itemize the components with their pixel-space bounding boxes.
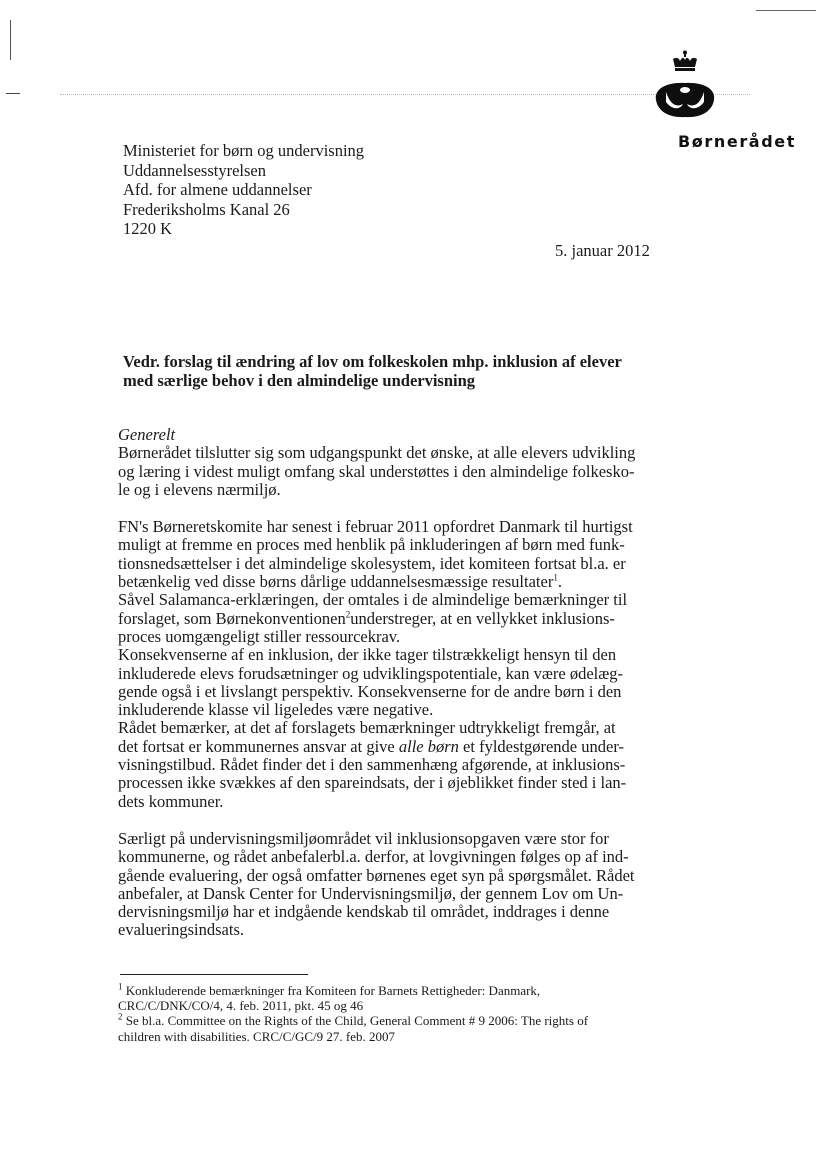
letter-date: 5. januar 2012: [555, 241, 650, 260]
body-line: dervisningsmiljø har et indgående kendskab til området, inddrages i denne: [118, 902, 610, 922]
body-line: evalueringsindsats.: [118, 920, 245, 940]
recipient-address: [123, 141, 364, 239]
body-line: processen ikke svækkes af den spareindsats, der i øjeblikket finder sted i lan-: [118, 773, 627, 793]
scan-corner-mark: [756, 10, 816, 11]
footnote-number: 1: [118, 981, 123, 992]
paragraph-gap: [118, 811, 648, 830]
footnote-line: CRC/C/DNK/CO/4, 4. feb. 2011, pkt. 45 og 46: [118, 998, 364, 1014]
body-line: muligt at fremme en proces med henblik på inkluderingen af børn med funk-: [118, 535, 625, 555]
footnote-separator: [120, 974, 308, 975]
paragraph-1: [118, 444, 648, 499]
section-heading: Generelt: [118, 425, 176, 444]
fold-mark: [6, 93, 20, 94]
paragraph-3: [118, 830, 648, 940]
body-line: inkluderende klasse vil ligeledes være negative.: [118, 700, 434, 720]
body-text: et fyldestgørende under-: [458, 736, 624, 756]
address-line: Frederiksholms Kanal 26: [123, 199, 290, 219]
body-line: [118, 610, 648, 628]
body-line: Konsekvenserne af en inklusion, der ikke tager tilstrækkeligt hensyn til den: [118, 645, 617, 665]
crown-icon: [670, 50, 700, 74]
address-line: Afd. for almene uddannelser: [123, 180, 312, 199]
paragraph-gap: [118, 499, 648, 518]
letter-body: [118, 426, 648, 940]
emblem-icon: [650, 80, 720, 120]
footnote-text: Konkluderende bemærkninger fra Komiteen for Barnets Rettigheder: Danmark,: [122, 983, 541, 998]
body-line: anbefaler, at Dansk Center for Undervisningsmiljø, der gennem Lov om Un-: [118, 883, 624, 903]
footnote-2: [118, 1013, 658, 1028]
footnote-number: 2: [118, 1012, 123, 1023]
footnote-line: children with disabilities. CRC/C/GC/9 27. feb. 2007: [118, 1028, 395, 1044]
footnote-ref: 2: [345, 609, 351, 620]
body-line: Rådet bemærker, at det af forslagets bemærkninger udtrykkeligt fremgår, at: [118, 718, 616, 738]
scan-edge-mark: [10, 20, 11, 60]
footnote-1: [118, 983, 658, 998]
body-line: dets kommuner.: [118, 791, 224, 811]
body-line: gående evaluering, der også omfatter børnenes eget syn på spørgsmålet. Rådet: [118, 865, 635, 885]
address-line: 1220 K: [123, 219, 173, 238]
paragraph-2: [118, 518, 648, 811]
footnote-text: Se bl.a. Committee on the Rights of the Child, General Comment # 9 2006: The rights of: [122, 1013, 589, 1029]
brand-name: Børnerådet: [678, 132, 796, 151]
footnotes: [118, 983, 658, 1044]
emphasis-text: alle børn: [398, 736, 459, 756]
body-line: inkluderede elevs forudsætninger og udviklingspotentiale, kan være ødelæg-: [118, 663, 623, 683]
body-line: proces uomgængeligt stiller ressourcekrav.: [118, 626, 401, 646]
body-line: og læring i videst muligt omfang skal understøttes i den almindelige folkesko-: [118, 461, 635, 481]
subject-heading: [123, 352, 643, 390]
body-line: visningstilbud. Rådet finder det i den sammenhæng afgørende, at inklusions-: [118, 755, 626, 775]
body-text: det fortsat er kommunernes ansvar at give: [118, 736, 399, 756]
body-text: .: [557, 572, 562, 592]
body-line: Særligt på undervisningsmiljøområdet vil inklusionsopgaven være stor for: [118, 828, 609, 848]
body-line: kommunerne, og rådet anbefalerbl.a. derfor, at lovgivningen følges op af ind-: [118, 847, 629, 867]
body-line: Børnerådet tilslutter sig som udgangspunkt det ønske, at alle elevers udvikling: [118, 443, 636, 463]
header-dotted-rule: [60, 94, 750, 95]
address-line: Uddannelsesstyrelsen: [123, 160, 266, 180]
footnote-ref: 1: [553, 572, 558, 583]
body-line: [118, 738, 648, 756]
borneradet-logo: [650, 50, 820, 155]
address-line: Ministeriet for børn og undervisning: [123, 141, 365, 160]
body-text: understreger, at en vellykket inklusions-: [350, 608, 615, 628]
body-line: Såvel Salamanca-erklæringen, der omtales i de almindelige bemærkninger til: [118, 590, 628, 610]
body-line: [118, 573, 648, 591]
body-line: le og i elevens nærmiljø.: [118, 479, 281, 499]
body-line: tionsnedsættelser i det almindelige skolesystem, idet komiteen fortsat bl.a. er: [118, 553, 626, 573]
body-text: forslaget, som Børnekonventionen: [118, 608, 346, 628]
subject-line: Vedr. forslag til ændring af lov om folkeskolen mhp. inklusion af elever: [123, 352, 622, 371]
body-line: gende også i et livslangt perspektiv. Konsekvenserne for de andre børn i den: [118, 681, 622, 701]
subject-line: med særlige behov i den almindelige undervisning: [123, 371, 476, 390]
body-text: betænkelig ved disse børns dårlige uddannelsesmæssige resultater: [118, 572, 554, 592]
body-line: FN's Børneretskomite har senest i februar 2011 opfordret Danmark til hurtigst: [118, 517, 633, 537]
